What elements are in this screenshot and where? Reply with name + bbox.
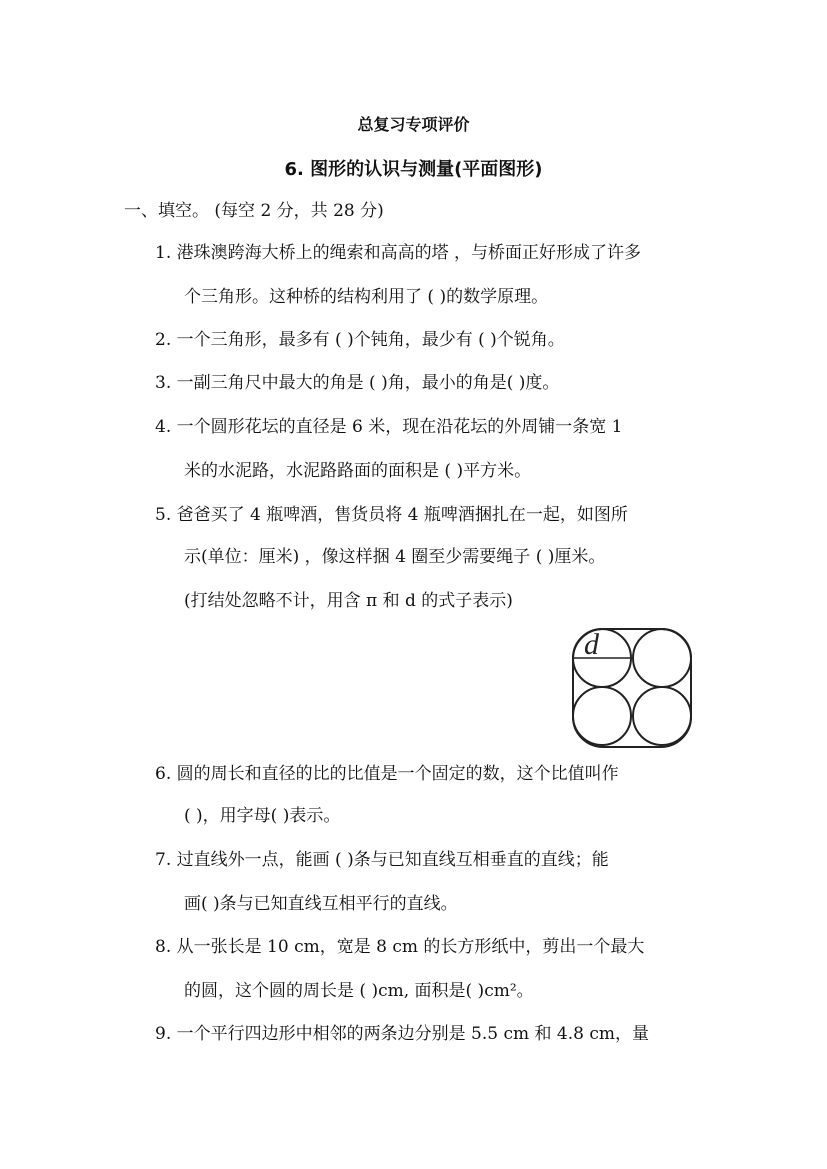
bottle-circle-2 — [633, 629, 691, 687]
question-7-line-2: 画( )条与已知直线互相平行的直线。 — [184, 894, 458, 914]
question-7-line-1: 7. 过直线外一点，能画 ( )条与已知直线互相垂直的直线；能 — [155, 850, 609, 870]
question-4-line-1: 4. 一个圆形花坛的直径是 6 米，现在沿花坛的外周铺一条宽 1 — [155, 417, 623, 437]
page-subtitle: 6. 图形的认识与测量(平面图形) — [284, 159, 543, 180]
question-1-line-1: 1. 港珠澳跨海大桥上的绳索和高高的塔 ，与桥面正好形成了许多 — [155, 243, 642, 263]
question-9-line-1: 9. 一个平行四边形中相邻的两条边分别是 5.5 cm 和 4.8 cm，量 — [155, 1024, 649, 1044]
question-8-line-1: 8. 从一张长是 10 cm，宽是 8 cm 的长方形纸中，剪出一个最大 — [155, 937, 645, 957]
diameter-label: d — [584, 628, 599, 661]
question-6-line-1: 6. 圆的周长和直径的比的比值是一个固定的数，这个比值叫作 — [155, 764, 619, 784]
question-6-line-2: ( )，用字母( )表示。 — [184, 806, 341, 826]
question-5-line-1: 5. 爸爸买了 4 瓶啤酒，售货员将 4 瓶啤酒捆扎在一起，如图所 — [155, 505, 628, 525]
page-title: 总复习专项评价 — [357, 115, 470, 134]
question-8-line-2: 的圆，这个圆的周长是 ( )cm, 面积是( )cm²。 — [184, 981, 534, 1001]
question-5-line-2: 示(单位：厘米) ，像这样捆 4 圈至少需要绳子 ( )厘米。 — [184, 547, 606, 567]
bottle-circle-3 — [573, 687, 631, 745]
question-5-line-3: (打结处忽略不计，用含 π 和 d 的式子表示) — [184, 591, 513, 611]
bottle-circle-4 — [633, 687, 691, 745]
question-2-line-1: 2. 一个三角形，最多有 ( )个钝角，最少有 ( )个锐角。 — [155, 330, 565, 350]
question-3-line-1: 3. 一副三角尺中最大的角是 ( )角，最小的角是( )度。 — [155, 373, 560, 393]
section-heading: 一、填空。 (每空 2 分，共 28 分) — [124, 201, 384, 221]
question-1-line-2: 个三角形。这种桥的结构利用了 ( )的数学原理。 — [184, 287, 549, 307]
question-4-line-2: 米的水泥路，水泥路路面的面积是 ( )平方米。 — [184, 461, 532, 481]
bottles-diagram — [570, 626, 694, 750]
bottles-figure — [570, 626, 694, 754]
